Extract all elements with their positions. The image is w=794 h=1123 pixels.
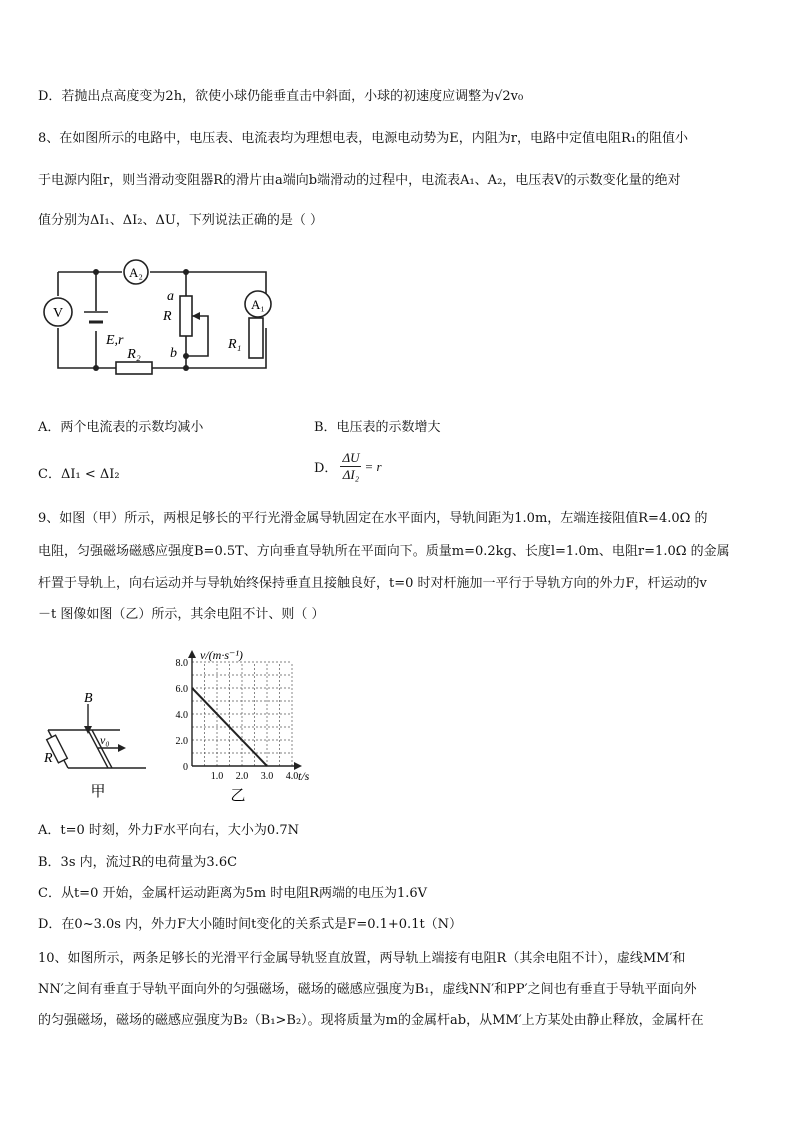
- q10-stem-line-3: 的匀强磁场，磁场的磁感应强度为B₂（B₁>B₂）。现将质量为m的金属杆ab，从MM′上方某处由静止释放，金属杆在: [38, 1013, 704, 1028]
- x-axis-label: t/s: [298, 769, 310, 783]
- voltmeter-label: V: [52, 306, 64, 321]
- q9-stem-line-1: 9、如图（甲）所示，两根足够长的平行光滑金属导轨固定在水平面内，导轨间距为1.0m，左端连接阻值R=4.0Ω 的: [38, 511, 708, 526]
- resistor-r2-label: R₂: [127, 347, 141, 362]
- q9-stem-line-3: 杆置于导轨上，向右运动并与导轨始终保持垂直且接触良好，t=0 时对杆施加一平行于导轨方向的外力F，杆运动的v: [38, 576, 707, 591]
- y-axis-arrow-icon: [188, 650, 196, 658]
- q8-stem-line-1: 8、在如图所示的电路中，电压表、电流表均为理想电表，电源电动势为E，内阻为r，电路中定值电阻R₁的阻值小: [38, 131, 688, 146]
- q8-option-a: A．两个电流表的示数均减小: [38, 420, 204, 435]
- rheostat-end-b-label: b: [170, 346, 177, 361]
- y-tick-label: 8.0: [175, 658, 188, 669]
- q9-figure-yi-chart: [170, 646, 330, 806]
- q9-option-d: D．在0~3.0s 内，外力F大小随时间t变化的关系式是F=0.1+0.1t（N）: [38, 917, 463, 932]
- field-b-label: B: [84, 691, 93, 706]
- q7-option-d: D．若抛出点高度变为2h，欲使小球仍能垂直击中斜面，小球的初速度应调整为√2v₀: [38, 89, 524, 104]
- q8-option-d: [314, 450, 382, 483]
- x-tick-label: 2.0: [235, 771, 249, 782]
- ammeter-a2-label: A₂: [129, 265, 143, 280]
- x-tick-label: 3.0: [260, 771, 274, 782]
- q9-option-c: C．从t=0 开始，金属杆运动距离为5m 时电阻R两端的电压为1.6V: [38, 886, 428, 901]
- y-tick-label: 0: [183, 762, 188, 773]
- q8-option-b: B．电压表的示数增大: [314, 420, 441, 435]
- q8-stem-line-2: 于电源内阻r，则当滑动变阻器R的滑片由a端向b端滑动的过程中，电流表A₁、A₂，电压表V的示数变化量的绝对: [38, 173, 681, 188]
- x-tick-label: 1.0: [210, 771, 224, 782]
- q10-stem-line-2: NN′之间有垂直于导轨平面向外的匀强磁场，磁场的磁感应强度为B₁，虚线NN′和PP′之间也有垂直于导轨平面向外: [38, 982, 697, 997]
- figure-yi-caption: 乙: [230, 788, 246, 804]
- q8-option-c: C．ΔI₁ < ΔI₂: [38, 467, 120, 482]
- chart-grid: [192, 662, 292, 766]
- q9-option-a: A．t=0 时刻，外力F水平向右，大小为0.7N: [38, 823, 299, 838]
- q8-option-d-fraction: [340, 450, 361, 483]
- y-axis-label: v/(m·s⁻¹): [200, 648, 243, 662]
- q10-stem-line-1: 10、如图所示，两条足够长的光滑平行金属导轨竖直放置，两导轨上端接有电阻R（其余电阻不计），虚线MM′和: [38, 951, 686, 966]
- velocity-v0-label: v₀: [100, 733, 110, 747]
- y-tick-label: 2.0: [175, 736, 188, 747]
- q9-stem-line-2: 电阻，匀强磁场磁感应强度B=0.5T、方向垂直导轨所在平面向下。质量m=0.2kg、长度l=1.0m、电阻r=1.0Ω 的金属: [38, 544, 730, 559]
- q9-stem-line-4: －t 图像如图（乙）所示，其余电阻不计、则（ ）: [38, 607, 325, 622]
- q8-option-d-rhs: = r: [364, 458, 382, 474]
- x-tick-label: 4.0: [285, 771, 299, 782]
- velocity-series-line: [192, 688, 267, 766]
- y-tick-label: 6.0: [175, 684, 188, 695]
- q8-stem-line-3: 值分别为ΔI₁、ΔI₂、ΔU，下列说法正确的是（ ）: [38, 213, 323, 228]
- resistor-r1-label: R₁: [228, 337, 242, 352]
- rheostat-end-a-label: a: [167, 289, 174, 304]
- y-tick-label: 4.0: [175, 710, 188, 721]
- figure-jia-caption: 甲: [90, 784, 106, 800]
- q8-option-d-prefix: D．: [314, 461, 338, 476]
- ammeter-a1-label: A₁: [251, 297, 265, 312]
- q9-option-b: B．3s 内，流过R的电荷量为3.6C: [38, 855, 238, 870]
- source-label: E,r: [106, 333, 124, 348]
- rheostat-label: R: [163, 309, 172, 324]
- fraction-numerator: ΔU: [342, 450, 360, 465]
- resistor-r-label: R: [44, 751, 53, 766]
- q9-figure-jia: [38, 690, 158, 805]
- fraction-denominator: ΔI₂: [342, 467, 360, 482]
- q8-circuit-diagram: [36, 256, 286, 396]
